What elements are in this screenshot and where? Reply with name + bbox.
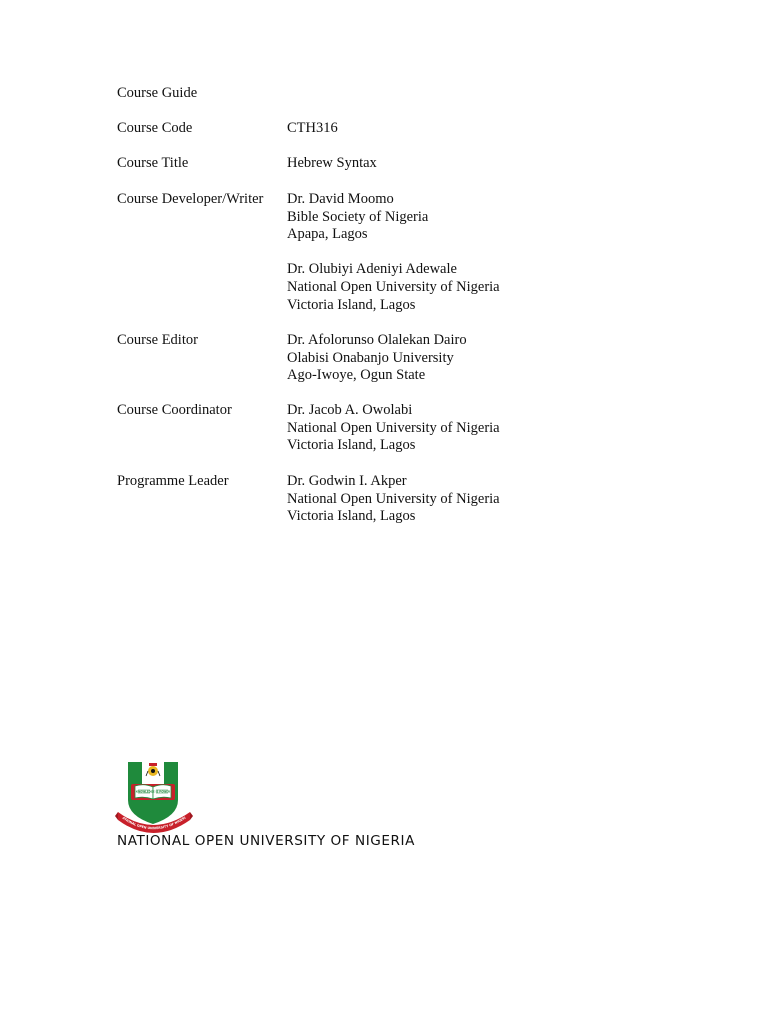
- course-code-value: [287, 120, 677, 138]
- value-line: CTH316: [287, 120, 338, 136]
- value-line: National Open University of Nigeria: [287, 490, 500, 507]
- value-line: Victoria Island, Lagos: [287, 296, 416, 313]
- value-line: Dr. Afolorunso Olalekan Dairo: [287, 332, 467, 348]
- programme-leader-value: [287, 473, 677, 526]
- programme-leader-row: [117, 473, 677, 526]
- course-code-row: [117, 120, 677, 138]
- book-motto-text: KNOWLEDGE IS POWER: [135, 790, 171, 794]
- value-line: Victoria Island, Lagos: [287, 508, 416, 525]
- value-line: Bible Society of Nigeria: [287, 208, 429, 225]
- course-developer-value: [287, 191, 677, 314]
- ribbon-text: ATIONAL OPEN UNIVERSITY OF NIGERI: [121, 815, 187, 831]
- value-line: Dr. David Moomo: [287, 191, 394, 207]
- value-line: National Open University of Nigeria: [287, 419, 500, 436]
- programme-leader-label: Programme Leader: [117, 473, 229, 489]
- course-editor-value: [287, 332, 677, 385]
- course-code-label: Course Code: [117, 120, 193, 136]
- value-line: Apapa, Lagos: [287, 226, 368, 243]
- page-title: Course Guide: [117, 85, 198, 101]
- value-line: Victoria Island, Lagos: [287, 437, 416, 454]
- course-coordinator-label: Course Coordinator: [117, 402, 232, 418]
- value-line: Dr. Jacob A. Owolabi: [287, 402, 413, 418]
- university-wordmark: NATIONAL OPEN UNIVERSITY OF NIGERIA: [117, 833, 415, 849]
- value-line: Ago-Iwoye, Ogun State: [287, 367, 426, 384]
- course-title-value: [287, 155, 677, 173]
- value-line: Olabisi Onabanjo University: [287, 349, 454, 366]
- course-coordinator-value: [287, 402, 677, 455]
- course-editor-row: [117, 332, 677, 385]
- course-title-row: [117, 155, 677, 173]
- university-crest-logo: [115, 756, 193, 834]
- course-developer-label: Course Developer/Writer: [117, 191, 264, 207]
- course-coordinator-row: [117, 402, 677, 455]
- value-line: National Open University of Nigeria: [287, 278, 500, 295]
- course-developer-row: [117, 191, 677, 314]
- value-line: Hebrew Syntax: [287, 155, 377, 171]
- course-title-label: Course Title: [117, 155, 189, 171]
- value-line: Dr. Godwin I. Akper: [287, 473, 407, 489]
- course-editor-label: Course Editor: [117, 332, 198, 348]
- value-line: Dr. Olubiyi Adeniyi Adewale: [287, 261, 457, 278]
- spacer: [287, 244, 677, 262]
